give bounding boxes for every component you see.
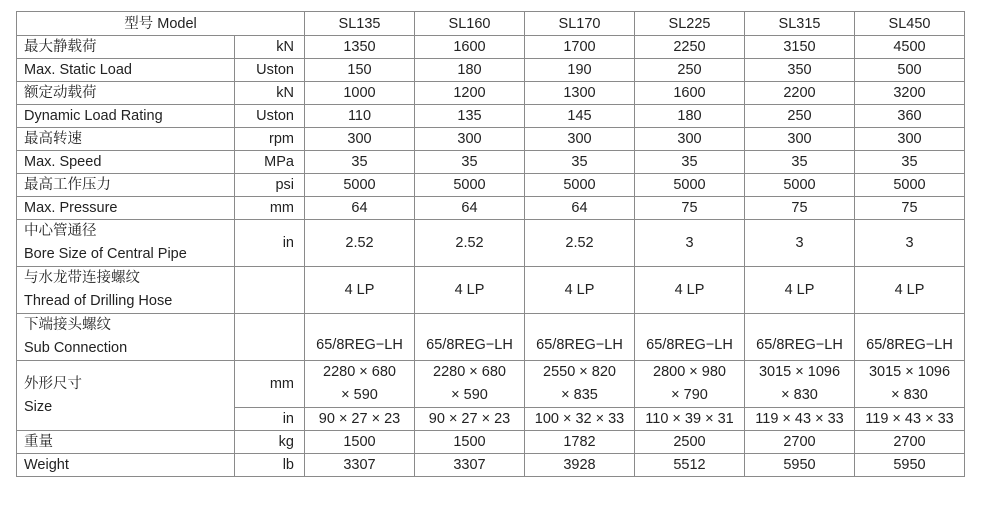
row-label-en: Sub Connection xyxy=(24,340,128,356)
value-cell: 119 × 43 × 33 xyxy=(855,408,965,431)
value-cell: 5950 xyxy=(855,454,965,477)
value-cell: 4 LP xyxy=(415,267,525,314)
unit-cell: in xyxy=(235,408,305,431)
value-cell: 35 xyxy=(855,151,965,174)
value-cell: 1700 xyxy=(525,36,635,59)
row-label-cn: 下端接头螺纹 xyxy=(24,317,111,333)
unit-cell: kg xyxy=(235,431,305,454)
row-label-cn: 中心管通径 xyxy=(24,223,97,239)
row-label-cn: 最大静载荷 xyxy=(17,36,235,59)
value-cell: 2700 xyxy=(745,431,855,454)
size-mm-line1: 2280 × 680 xyxy=(433,364,506,380)
value-cell: 75 xyxy=(635,197,745,220)
value-cell: 4 LP xyxy=(525,267,635,314)
row-label-en: Max. Speed xyxy=(17,151,235,174)
size-mm-line2: × 590 xyxy=(451,387,488,403)
value-cell: 100 × 32 × 33 xyxy=(525,408,635,431)
unit-cell: mm xyxy=(235,197,305,220)
spec-table-container xyxy=(16,11,964,477)
value-cell: 300 xyxy=(305,128,415,151)
table-row xyxy=(17,197,965,220)
value-cell: 1300 xyxy=(525,82,635,105)
spec-table xyxy=(16,11,965,477)
unit-cell: in xyxy=(235,220,305,267)
value-cell: 4 LP xyxy=(855,267,965,314)
size-mm-line1: 3015 × 1096 xyxy=(868,364,951,380)
value-cell: 75 xyxy=(745,197,855,220)
size-mm-line2: × 835 xyxy=(561,387,598,403)
table-row xyxy=(17,105,965,128)
model-col-sl170: SL170 xyxy=(525,12,635,36)
value-cell: 350 xyxy=(745,59,855,82)
value-cell: 75 xyxy=(855,197,965,220)
unit-cell: psi xyxy=(235,174,305,197)
table-row xyxy=(17,454,965,477)
table-row xyxy=(17,267,965,314)
value-cell: 35 xyxy=(635,151,745,174)
value-cell xyxy=(305,361,415,408)
value-cell: 65/8REG−LH xyxy=(635,314,745,361)
row-label-cn: 外形尺寸 xyxy=(24,375,82,392)
value-cell: 1600 xyxy=(635,82,745,105)
value-cell: 2200 xyxy=(745,82,855,105)
header-row xyxy=(17,12,965,36)
value-cell xyxy=(635,361,745,408)
unit-cell xyxy=(235,314,305,361)
model-col-sl135: SL135 xyxy=(305,12,415,36)
value-cell: 3200 xyxy=(855,82,965,105)
row-label xyxy=(17,220,235,267)
value-cell: 5000 xyxy=(745,174,855,197)
value-cell: 1000 xyxy=(305,82,415,105)
table-row xyxy=(17,220,965,267)
size-mm-line1: 2800 × 980 xyxy=(653,364,726,380)
table-row xyxy=(17,361,965,408)
row-label xyxy=(17,361,235,431)
unit-cell: Uston xyxy=(235,59,305,82)
value-cell: 5000 xyxy=(635,174,745,197)
value-cell: 119 × 43 × 33 xyxy=(745,408,855,431)
row-label-en: Size xyxy=(24,398,53,415)
model-col-sl315: SL315 xyxy=(745,12,855,36)
value-cell: 2.52 xyxy=(525,220,635,267)
value-cell: 35 xyxy=(525,151,635,174)
value-cell: 65/8REG−LH xyxy=(745,314,855,361)
value-cell: 90 × 27 × 23 xyxy=(305,408,415,431)
value-cell: 4 LP xyxy=(635,267,745,314)
value-cell: 300 xyxy=(635,128,745,151)
row-label-en: Thread of Drilling Hose xyxy=(24,293,173,309)
value-cell: 65/8REG−LH xyxy=(855,314,965,361)
value-cell: 3307 xyxy=(415,454,525,477)
value-cell: 300 xyxy=(855,128,965,151)
value-cell: 3 xyxy=(855,220,965,267)
value-cell xyxy=(525,361,635,408)
value-cell: 5512 xyxy=(635,454,745,477)
value-cell: 3928 xyxy=(525,454,635,477)
unit-cell: kN xyxy=(235,36,305,59)
value-cell: 300 xyxy=(415,128,525,151)
value-cell: 5950 xyxy=(745,454,855,477)
value-cell: 3150 xyxy=(745,36,855,59)
value-cell: 65/8REG−LH xyxy=(415,314,525,361)
value-cell: 110 × 39 × 31 xyxy=(635,408,745,431)
value-cell: 1500 xyxy=(415,431,525,454)
row-label xyxy=(17,267,235,314)
table-row xyxy=(17,151,965,174)
table-row xyxy=(17,82,965,105)
value-cell: 110 xyxy=(305,105,415,128)
unit-cell: MPa xyxy=(235,151,305,174)
value-cell: 90 × 27 × 23 xyxy=(415,408,525,431)
value-cell: 300 xyxy=(745,128,855,151)
value-cell: 64 xyxy=(305,197,415,220)
size-mm-line2: × 830 xyxy=(891,387,928,403)
unit-cell: kN xyxy=(235,82,305,105)
value-cell: 1782 xyxy=(525,431,635,454)
unit-cell: mm xyxy=(235,361,305,408)
model-col-sl225: SL225 xyxy=(635,12,745,36)
value-cell: 64 xyxy=(525,197,635,220)
value-cell: 65/8REG−LH xyxy=(305,314,415,361)
row-label-cn: 重量 xyxy=(17,431,235,454)
value-cell: 2700 xyxy=(855,431,965,454)
value-cell: 2250 xyxy=(635,36,745,59)
value-cell: 5000 xyxy=(855,174,965,197)
value-cell: 3 xyxy=(635,220,745,267)
value-cell: 35 xyxy=(745,151,855,174)
value-cell: 5000 xyxy=(525,174,635,197)
unit-cell: Uston xyxy=(235,105,305,128)
value-cell: 3307 xyxy=(305,454,415,477)
value-cell: 180 xyxy=(635,105,745,128)
value-cell: 1350 xyxy=(305,36,415,59)
row-label-en: Max. Pressure xyxy=(17,197,235,220)
model-col-sl160: SL160 xyxy=(415,12,525,36)
size-mm-line2: × 790 xyxy=(671,387,708,403)
value-cell: 64 xyxy=(415,197,525,220)
unit-cell: lb xyxy=(235,454,305,477)
row-label-en: Bore Size of Central Pipe xyxy=(24,246,187,262)
row-label xyxy=(17,314,235,361)
value-cell: 1200 xyxy=(415,82,525,105)
row-label-en: Max. Static Load xyxy=(17,59,235,82)
table-row xyxy=(17,314,965,361)
value-cell: 2.52 xyxy=(305,220,415,267)
value-cell: 145 xyxy=(525,105,635,128)
size-mm-line1: 2550 × 820 xyxy=(543,364,616,380)
row-label-en: Weight xyxy=(17,454,235,477)
value-cell: 2500 xyxy=(635,431,745,454)
size-mm-line2: × 830 xyxy=(781,387,818,403)
size-mm-line1: 2280 × 680 xyxy=(323,364,396,380)
model-col-sl450: SL450 xyxy=(855,12,965,36)
table-row xyxy=(17,59,965,82)
value-cell: 3 xyxy=(745,220,855,267)
value-cell xyxy=(745,361,855,408)
value-cell: 4 LP xyxy=(305,267,415,314)
value-cell: 1600 xyxy=(415,36,525,59)
value-cell: 2.52 xyxy=(415,220,525,267)
unit-cell: rpm xyxy=(235,128,305,151)
row-label-cn: 与水龙带连接螺纹 xyxy=(24,270,140,286)
value-cell: 360 xyxy=(855,105,965,128)
value-cell: 500 xyxy=(855,59,965,82)
size-mm-line2: × 590 xyxy=(341,387,378,403)
value-cell: 135 xyxy=(415,105,525,128)
size-mm-line1: 3015 × 1096 xyxy=(758,364,841,380)
value-cell xyxy=(855,361,965,408)
value-cell: 5000 xyxy=(415,174,525,197)
value-cell: 4500 xyxy=(855,36,965,59)
table-row xyxy=(17,431,965,454)
value-cell: 250 xyxy=(635,59,745,82)
value-cell: 190 xyxy=(525,59,635,82)
table-row xyxy=(17,174,965,197)
value-cell: 65/8REG−LH xyxy=(525,314,635,361)
value-cell xyxy=(415,361,525,408)
value-cell: 35 xyxy=(415,151,525,174)
unit-cell xyxy=(235,267,305,314)
value-cell: 300 xyxy=(525,128,635,151)
value-cell: 150 xyxy=(305,59,415,82)
value-cell: 180 xyxy=(415,59,525,82)
table-row xyxy=(17,128,965,151)
value-cell: 4 LP xyxy=(745,267,855,314)
row-label-cn: 最高转速 xyxy=(17,128,235,151)
value-cell: 35 xyxy=(305,151,415,174)
table-row xyxy=(17,36,965,59)
value-cell: 1500 xyxy=(305,431,415,454)
row-label-en: Dynamic Load Rating xyxy=(17,105,235,128)
value-cell: 5000 xyxy=(305,174,415,197)
model-header: 型号 Model xyxy=(17,12,305,36)
row-label-cn: 额定动载荷 xyxy=(17,82,235,105)
row-label-cn: 最高工作压力 xyxy=(17,174,235,197)
value-cell: 250 xyxy=(745,105,855,128)
